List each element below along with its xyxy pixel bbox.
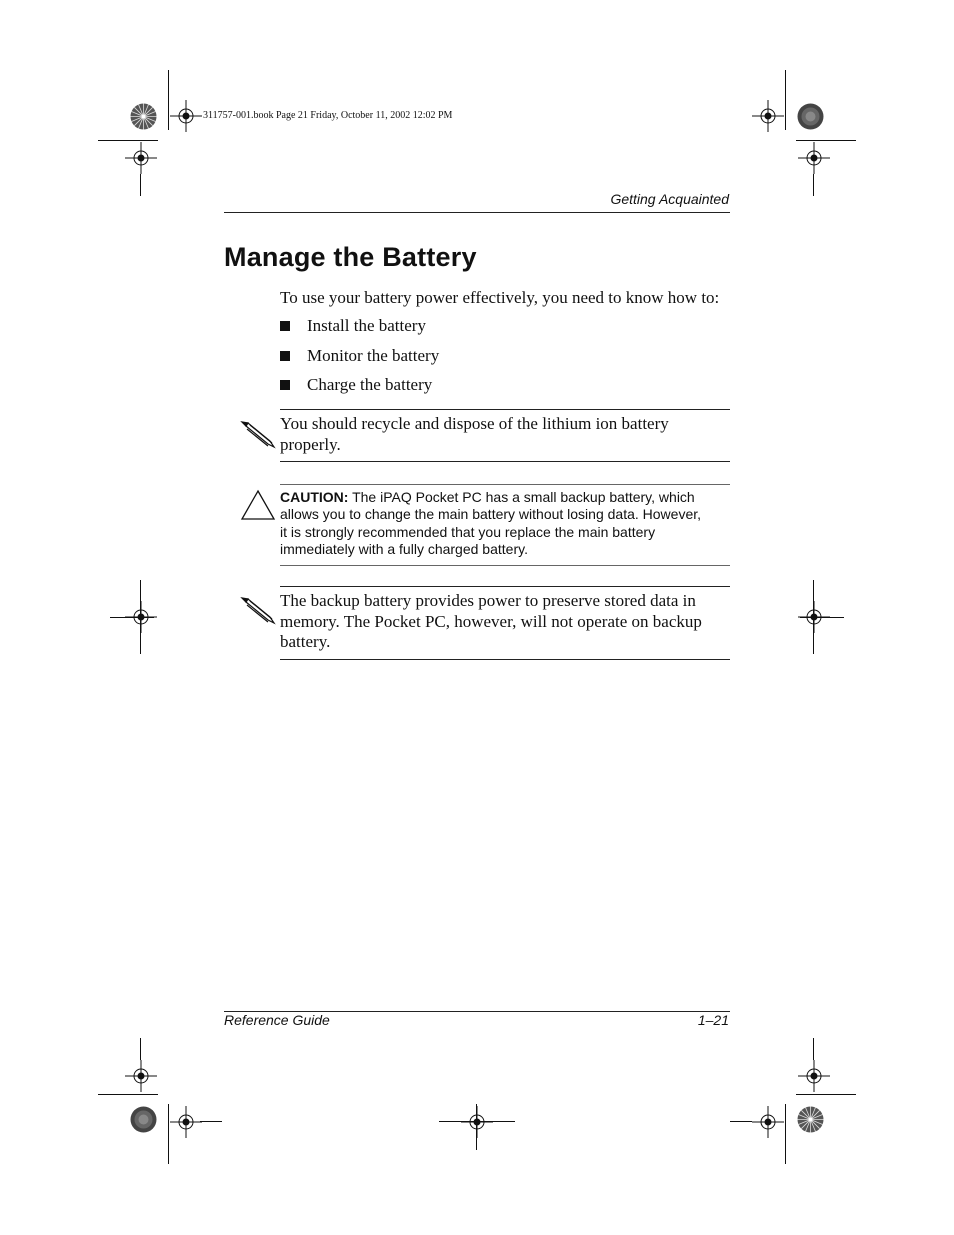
- registration-mark-icon: [798, 142, 830, 174]
- pencil-icon: [240, 420, 276, 450]
- registration-mark-icon: [170, 1106, 202, 1138]
- print-slug: 311757-001.book Page 21 Friday, October 11, 2002 12:02 PM: [203, 110, 453, 121]
- warning-triangle-icon: [240, 489, 276, 521]
- registration-mark-icon: [125, 142, 157, 174]
- crop-line: [476, 1104, 477, 1150]
- bullet-marker: [280, 351, 290, 361]
- crop-line: [730, 1121, 752, 1122]
- crop-line: [785, 70, 786, 130]
- note-text: The backup battery provides power to preserve stored data in memory. The Pocket PC, however, will not operate on backup battery.: [280, 591, 702, 651]
- bullet-marker: [280, 380, 290, 390]
- registration-mark-icon: [798, 1060, 830, 1092]
- running-header: Getting Acquainted: [610, 191, 729, 207]
- color-wheel-icon: [130, 103, 157, 130]
- crop-line: [796, 1094, 856, 1095]
- crop-line: [800, 617, 844, 618]
- caution-rule-top: [280, 484, 730, 485]
- crop-line: [168, 1104, 169, 1164]
- registration-mark-icon: [461, 1106, 493, 1138]
- list-item-text: Charge the battery: [307, 375, 433, 394]
- crop-line: [140, 1038, 141, 1060]
- list-item: [280, 346, 439, 366]
- color-wheel-icon: [797, 1106, 824, 1133]
- crop-line: [98, 140, 158, 141]
- registration-mark-icon: [752, 1106, 784, 1138]
- color-wheel-icon: [130, 1106, 157, 1133]
- list-item: [280, 375, 432, 395]
- crop-line: [796, 140, 856, 141]
- note-rule-top: [280, 409, 730, 410]
- crop-line: [813, 174, 814, 196]
- crop-line: [168, 70, 169, 130]
- page-title: Manage the Battery: [224, 242, 477, 272]
- footer-title: Reference Guide: [224, 1012, 330, 1028]
- bullet-marker: [280, 321, 290, 331]
- color-wheel-icon: [797, 103, 824, 130]
- crop-line: [200, 1121, 222, 1122]
- list-item-text: Install the battery: [307, 316, 426, 335]
- crop-line: [439, 1121, 515, 1122]
- caution-block: [280, 489, 710, 558]
- list-item-text: Monitor the battery: [307, 346, 440, 365]
- registration-mark-icon: [170, 100, 202, 132]
- crop-line: [140, 174, 141, 196]
- pencil-icon: [240, 596, 276, 626]
- crop-line: [110, 617, 154, 618]
- header-rule: [224, 212, 730, 213]
- crop-line: [98, 1094, 158, 1095]
- note-rule-bottom: [280, 461, 730, 462]
- caution-text: The iPAQ Pocket PC has a small backup battery, which allows you to change the main battery without losing data. However, it is strongly recommended that you replace the main battery immediately with a fully charged battery.: [280, 489, 702, 557]
- crop-line: [785, 1104, 786, 1164]
- caution-rule-bottom: [280, 565, 730, 566]
- note-rule-top: [280, 586, 730, 587]
- registration-mark-icon: [752, 100, 784, 132]
- page-number: 1–21: [697, 1012, 729, 1028]
- caution-label: CAUTION:: [280, 489, 349, 505]
- crop-line: [813, 1038, 814, 1060]
- list-item: [280, 316, 426, 336]
- note-rule-bottom: [280, 659, 730, 660]
- intro-paragraph: To use your battery power effectively, you need to know how to:: [280, 288, 720, 307]
- note-text: You should recycle and dispose of the lithium ion battery properly.: [280, 414, 669, 454]
- registration-mark-icon: [125, 1060, 157, 1092]
